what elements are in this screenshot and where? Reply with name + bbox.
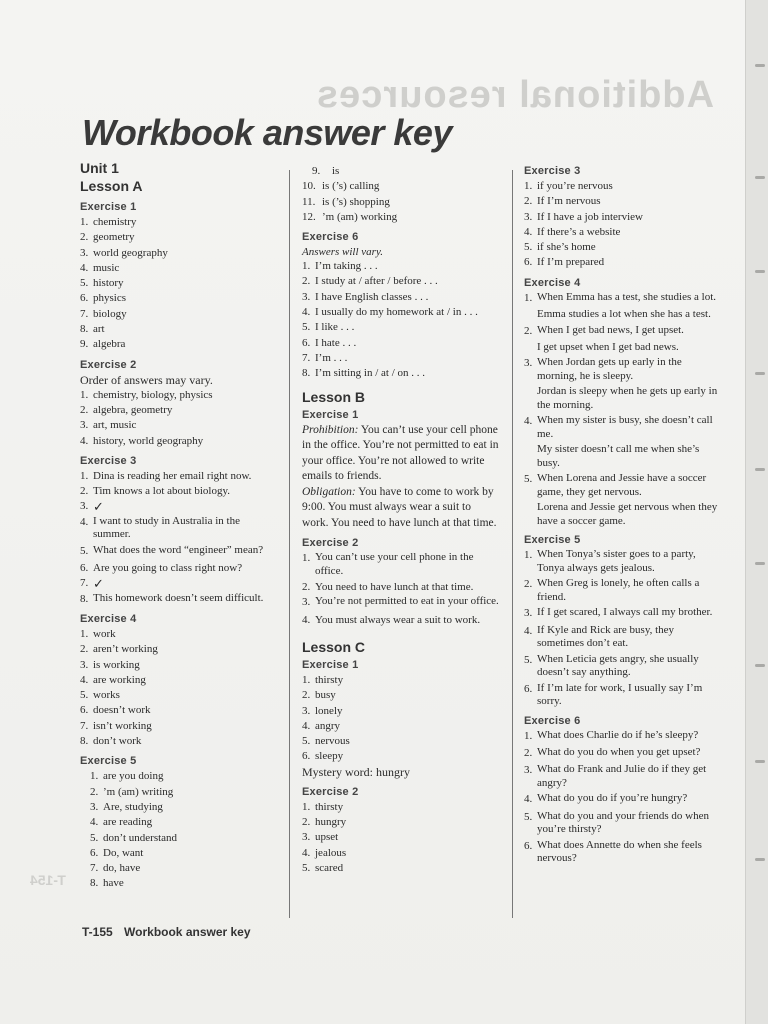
obligation-text: You have to come to work by 9:00. You must always wear a suit to work. You need to have lunch at that time. — [302, 485, 497, 529]
list-item: 9. algebra — [80, 338, 126, 351]
answer-list — [80, 627, 280, 749]
list-item: 3. lonely — [302, 704, 343, 717]
list-item: 3. ✓ — [80, 499, 280, 514]
list-item: 1. Dina is reading her email right now. — [80, 469, 252, 482]
list-item: 3. If I get scared, I always call my brother. — [524, 606, 713, 620]
list-item-rewrite: My sister doesn’t call me when she’s busy. — [537, 443, 700, 469]
punch-hole — [755, 270, 765, 273]
answer-list — [524, 291, 722, 529]
list-item: 4. When my sister is busy, she doesn’t call me. — [524, 414, 713, 440]
exercise-heading: Exercise 1 — [302, 658, 359, 671]
list-item: 2. I study at / after / before . . . — [302, 275, 438, 288]
list-item: 4. history, world geography — [80, 434, 204, 447]
list-item: 1. When Emma has a test, she studies a lot. — [524, 290, 717, 304]
list-item: 1. chemistry, biology, physics — [80, 388, 213, 401]
exercise-heading: Exercise 2 — [302, 785, 359, 798]
list-item: 7. I’m . . . — [302, 351, 348, 364]
list-item: 4. are reading — [90, 816, 153, 829]
list-item: 3. I have English classes . . . — [302, 290, 429, 303]
list-item: 2. busy — [302, 689, 336, 702]
list-item: 1. thirsty — [302, 673, 344, 686]
list-item: 8. I’m sitting in / at / on . . . — [302, 367, 425, 380]
answer-list — [80, 469, 280, 607]
list-item: 3. Are, studying — [90, 800, 163, 813]
exercise-paragraph — [302, 423, 500, 485]
list-item: 6. sleepy — [302, 750, 344, 763]
list-item: 2. hungry — [302, 816, 347, 829]
check-mark-icon: ✓ — [93, 499, 104, 515]
list-item: 5. What do you and your friends do when you’re thirsty? — [524, 809, 709, 836]
answer-list — [302, 164, 500, 225]
binder-edge — [745, 0, 768, 1024]
unit-heading: Unit 1 — [80, 160, 119, 176]
punch-hole — [755, 664, 765, 667]
list-item: 2. ’m (am) writing — [90, 785, 174, 798]
list-item: 2. What do you do when you get upset? — [524, 745, 701, 759]
list-item: 5. scared — [302, 861, 344, 874]
answer-list — [80, 388, 280, 449]
page-title: Workbook answer key — [82, 112, 452, 153]
list-item: 2. When I get bad news, I get upset. — [524, 323, 684, 337]
page-number: T-155 — [82, 925, 113, 939]
lesson-heading: Lesson A — [80, 178, 143, 194]
list-item: 4. I usually do my homework at / in . . . — [302, 306, 478, 319]
list-item: 2. algebra, geometry — [80, 403, 173, 416]
list-item: 6. physics — [80, 292, 126, 305]
exercise-heading: Exercise 5 — [80, 755, 137, 768]
list-item: 12. ’m (am) working — [302, 210, 398, 223]
list-item: 6. Are you going to class right now? — [80, 562, 243, 575]
list-item: 3. What do Frank and Julie do if they get angry? — [524, 763, 707, 789]
list-item: 11. is (’s) shopping — [302, 195, 390, 208]
list-item: 4. You must always wear a suit to work. — [302, 613, 481, 626]
punch-hole — [755, 760, 765, 763]
list-item: 1. You can’t use your cell phone in the office. — [302, 551, 474, 577]
exercise-heading: Exercise 1 — [302, 408, 359, 421]
list-item: 5. history — [80, 277, 124, 290]
answer-list — [302, 800, 500, 876]
answer-list — [302, 259, 500, 381]
column-3 — [524, 164, 722, 868]
exercise-note: Answers will vary. — [302, 246, 383, 259]
exercise-note: Order of answers may vary. — [80, 372, 213, 387]
list-item: 4. What do you do if you’re hungry? — [524, 792, 688, 806]
page-footer — [82, 925, 259, 939]
list-item: 2. Tim knows a lot about biology. — [80, 485, 231, 498]
column-1 — [80, 160, 280, 892]
list-item: 10. is (’s) calling — [302, 180, 380, 193]
lesson-heading: Lesson B — [302, 388, 366, 405]
list-item: 7. do, have — [90, 862, 141, 875]
exercise-paragraph — [302, 485, 500, 532]
mystery-word: Mystery word: hungry — [302, 764, 410, 779]
list-item: 5. When Leticia gets angry, she usually doesn’t say anything. — [524, 652, 699, 679]
list-item: 8. don’t work — [80, 735, 142, 748]
footer-title: Workbook answer key — [124, 925, 251, 939]
list-item-rewrite: Lorena and Jessie get nervous when they have a soccer game. — [537, 501, 718, 527]
list-item: 7. ✓ — [80, 576, 280, 591]
list-item: 2. aren’t working — [80, 643, 158, 656]
answer-list — [302, 551, 500, 628]
punch-hole — [755, 64, 765, 67]
list-item: 3. art, music — [80, 419, 137, 432]
prohibition-text: You can’t use your cell phone in the office. You’re not permitted to eat in your office. You’re not allowed to write emails to friends. — [302, 423, 499, 483]
exercise-heading: Exercise 2 — [302, 537, 359, 550]
punch-hole — [755, 562, 765, 565]
check-mark-icon: ✓ — [93, 576, 104, 592]
list-item: 1. thirsty — [302, 800, 344, 813]
list-item: 6. What does Annette do when she feels nervous? — [524, 838, 702, 865]
list-item: 5. What does the word “engineer” mean? — [80, 543, 264, 557]
answer-list — [524, 179, 722, 271]
answer-list — [80, 215, 280, 353]
list-item: 1. work — [80, 627, 116, 640]
list-item: 1. I’m taking . . . — [302, 260, 378, 273]
list-item: 6. Do, want — [90, 846, 144, 859]
list-item: 4. If Kyle and Rick are busy, they sometimes don’t eat. — [524, 623, 675, 650]
list-item: 7. biology — [80, 307, 127, 320]
list-item: 1. What does Charlie do if he’s sleepy? — [524, 728, 699, 742]
exercise-heading: Exercise 6 — [524, 714, 581, 727]
list-item: 3. upset — [302, 831, 339, 844]
list-item: 2. geometry — [80, 231, 135, 244]
exercise-heading: Exercise 2 — [80, 358, 137, 371]
column-divider — [289, 170, 290, 918]
list-item: 8. This homework doesn’t seem difficult. — [80, 591, 264, 605]
lesson-heading: Lesson C — [302, 638, 366, 655]
list-item: 6. I hate . . . — [302, 336, 357, 349]
list-item: 8. have — [90, 877, 124, 890]
bleed-through-page-number: T-154 — [30, 872, 66, 888]
column-2 — [302, 164, 500, 876]
punch-hole — [755, 372, 765, 375]
punch-hole — [755, 468, 765, 471]
list-item: 2. You need to have lunch at that time. — [302, 581, 474, 594]
exercise-heading: Exercise 5 — [524, 534, 581, 547]
list-item: 4. music — [80, 261, 120, 274]
list-item: 6. If I’m prepared — [524, 256, 605, 269]
list-item: 6. If I’m late for work, I usually say I’m sorry. — [524, 681, 703, 708]
exercise-heading: Exercise 1 — [80, 201, 137, 213]
answer-list — [302, 673, 500, 765]
list-item: 4. If there’s a website — [524, 225, 621, 238]
list-item: 3. You’re not permitted to eat in your office. — [302, 595, 499, 609]
prohibition-label: Prohibition: — [302, 423, 359, 436]
list-item: 3. world geography — [80, 246, 168, 259]
list-item: 1. chemistry — [80, 216, 137, 228]
list-item: 6. doesn’t work — [80, 704, 151, 717]
list-item: 1. are you doing — [90, 770, 164, 783]
list-item: 5. works — [80, 689, 120, 702]
punch-hole — [755, 176, 765, 179]
list-item: 5. if she’s home — [524, 241, 596, 254]
list-item-rewrite: Jordan is sleepy when he gets up early in the morning. — [537, 385, 718, 411]
punch-hole — [755, 858, 765, 861]
list-item: 3. When Jordan gets up early in the morning, he is sleepy. — [524, 356, 682, 382]
list-item: 1. When Tonya’s sister goes to a party, Tonya always gets jealous. — [524, 548, 696, 574]
list-item: 5. When Lorena and Jessie have a soccer game, they get nervous. — [524, 472, 707, 498]
exercise-heading: Exercise 6 — [302, 231, 359, 244]
list-item-rewrite: Emma studies a lot when she has a test. — [537, 308, 711, 321]
list-item: 2. When Greg is lonely, he often calls a friend. — [524, 577, 700, 603]
list-item: 7. isn’t working — [80, 719, 152, 732]
list-item-rewrite: I get upset when I get bad news. — [537, 340, 679, 353]
list-item: 4. are working — [80, 673, 146, 686]
list-item: 4. angry — [302, 719, 341, 732]
exercise-heading: Exercise 4 — [80, 612, 137, 625]
list-item: 5. don’t understand — [90, 831, 178, 844]
column-divider — [512, 170, 513, 918]
list-item: 9. is — [312, 165, 340, 177]
list-item: 3. If I have a job interview — [524, 210, 643, 223]
list-item: 5. nervous — [302, 735, 350, 748]
obligation-label: Obligation: — [302, 485, 356, 498]
exercise-heading: Exercise 3 — [80, 454, 137, 467]
bleed-through-heading: Additional resources — [316, 74, 714, 116]
list-item: 8. art — [80, 323, 105, 336]
list-item: 4. I want to study in Australia in the summer. — [80, 514, 240, 541]
list-item: 3. is working — [80, 658, 140, 671]
list-item: 5. I like . . . — [302, 321, 355, 334]
list-item: 1. if you’re nervous — [524, 180, 613, 192]
exercise-heading: Exercise 4 — [524, 276, 581, 289]
exercise-heading: Exercise 3 — [524, 165, 581, 177]
answer-list — [524, 729, 722, 866]
answer-list — [524, 548, 722, 708]
list-item: 2. If I’m nervous — [524, 195, 601, 208]
answer-list — [80, 769, 280, 891]
list-item: 4. jealous — [302, 846, 347, 859]
